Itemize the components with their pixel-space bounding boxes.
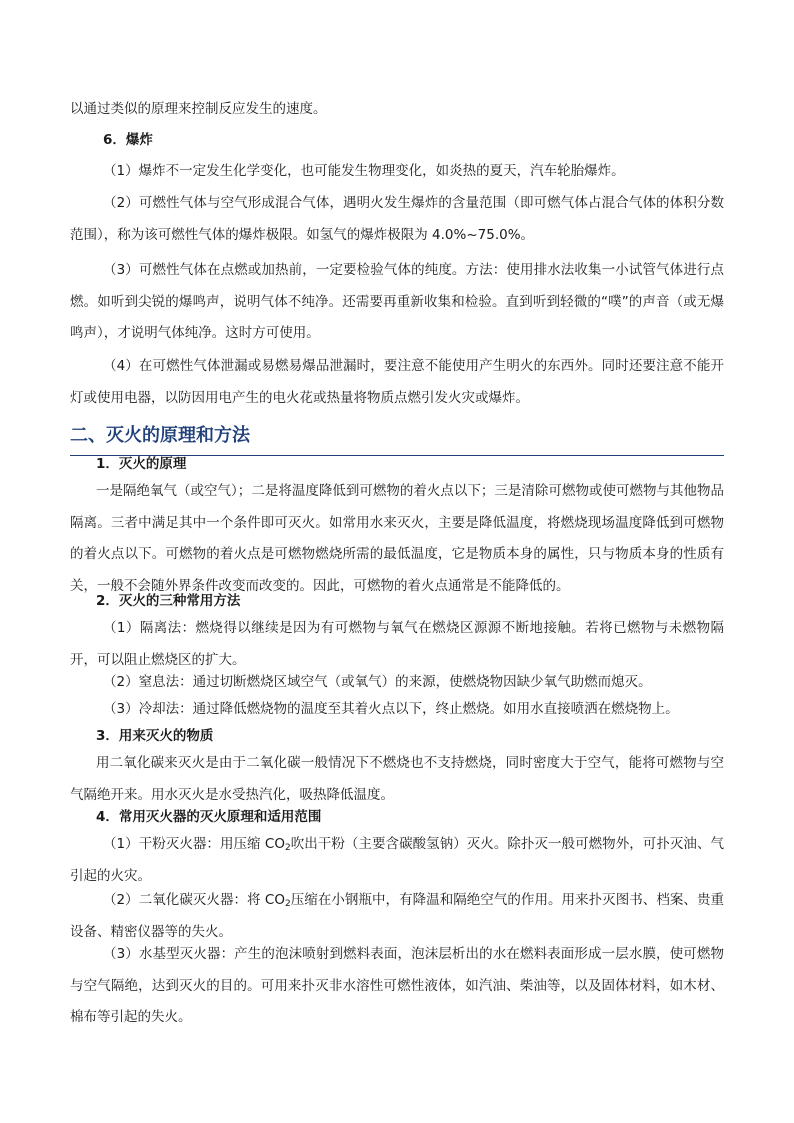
- method-suffocation: （2）窒息法：通过切断燃烧区域空气（或氧气）的来源，使燃烧物因缺少氧气助燃而熄灭。: [103, 674, 652, 690]
- explosion-item-2: （2）可燃性气体与空气形成混合气体，遇明火发生爆炸的含量范围（即可燃气体占混合气体的体积分数范围），称为该可燃性气体的爆炸极限。如氢气的爆炸极限为 4.0%~75.0%。: [70, 195, 724, 243]
- section-heading-text: 二、灭火的原理和方法: [70, 425, 250, 446]
- heading-extinguishers: 4．常用灭火器的灭火原理和适用范围: [96, 809, 322, 825]
- heading-principle: 1．灭火的原理: [96, 456, 187, 472]
- extinguisher-dry-powder: [70, 829, 724, 892]
- co2-subscript: 2: [284, 899, 291, 909]
- explosion-item-1: （1）爆炸不一定发生化学变化，也可能发生物理变化，如炎热的夏天，汽车轮胎爆炸。: [103, 163, 625, 179]
- substances-text: 用二氧化碳来灭火是由于二氧化碳一般情况下不燃烧也不支持燃烧，同时密度大于空气，能将可燃物与空气隔绝开来。用水灭火是水受热汽化，吸热降低温度。: [70, 755, 724, 803]
- intro-line: 以通过类似的原理来控制反应发生的速度。: [70, 101, 327, 117]
- explosion-item-3: （3）可燃性气体在点燃或加热前，一定要检验气体的纯度。方法：使用排水法收集一小试管气体进行点燃。如听到尖锐的爆鸣声，说明气体不纯净。还需要再重新收集和检验。直到听到轻微的“噗”的声音（或无爆鸣声），才说明气体纯净。这时方可使用。: [70, 262, 724, 341]
- method-cooling: （3）冷却法：通过降低燃烧物的温度至其着火点以下，终止燃烧。如用水直接喷洒在燃烧物上。: [103, 701, 679, 717]
- co2-text-b: 压缩在小钢瓶中，有降温和隔绝空气的作用。用来扑灭图书、档案、贵重设备、精密仪器等的失火。: [70, 892, 725, 940]
- extinguisher-water-based: （3）水基型灭火器：产生的泡沫喷射到燃料表面，泡沫层析出的水在燃料表面形成一层水膜，使可燃物与空气隔绝，达到灭火的目的。可用来扑灭非水溶性可燃性液体，如汽油、柴油等，以及固体材料，如木材、棉布等引起的失火。: [70, 946, 724, 1025]
- principle-text: 一是隔绝氧气（或空气）；二是将温度降低到可燃物的着火点以下；三是清除可燃物或使可燃物与其他物品隔离。三者中满足其中一个条件即可灭火。如常用水来灭火，主要是降低温度，将燃烧现场温度降低到可燃物的着火点以下。可燃物的着火点是可燃物燃烧所需的最低温度，它是物质本身的属性，只与物质本身的性质有关，一般不会随外界条件改变而改变的。因此，可燃物的着火点通常是不能降低的。: [70, 483, 724, 594]
- dry-powder-text-a: （1）干粉灭火器：用压缩 CO: [103, 836, 285, 852]
- explosion-item-4: （4）在可燃性气体泄漏或易燃易爆品泄漏时，要注意不能使用产生明火的东西外。同时还要注意不能开灯或使用电器，以防因用电产生的电火花或热量将物质点燃引发火灾或爆炸。: [70, 358, 724, 406]
- heading-substances: 3．用来灭火的物质: [96, 728, 214, 744]
- heading-methods: 2．灭火的三种常用方法: [96, 593, 241, 609]
- dry-powder-text-b: 吹出干粉（主要含碳酸氢钠）灭火。除扑灭一般可燃物外，可扑灭油、气引起的火灾。: [70, 836, 725, 884]
- method-isolation: （1）隔离法：燃烧得以继续是因为有可燃物与氧气在燃烧区源源不断地接触。若将已燃物与未燃物隔开，可以阻止燃烧区的扩大。: [70, 620, 724, 668]
- co2-text-a: （2）二氧化碳灭火器：将 CO: [103, 892, 285, 908]
- dry-powder-subscript: 2: [284, 843, 291, 853]
- heading-explosion: 6．爆炸: [103, 132, 153, 148]
